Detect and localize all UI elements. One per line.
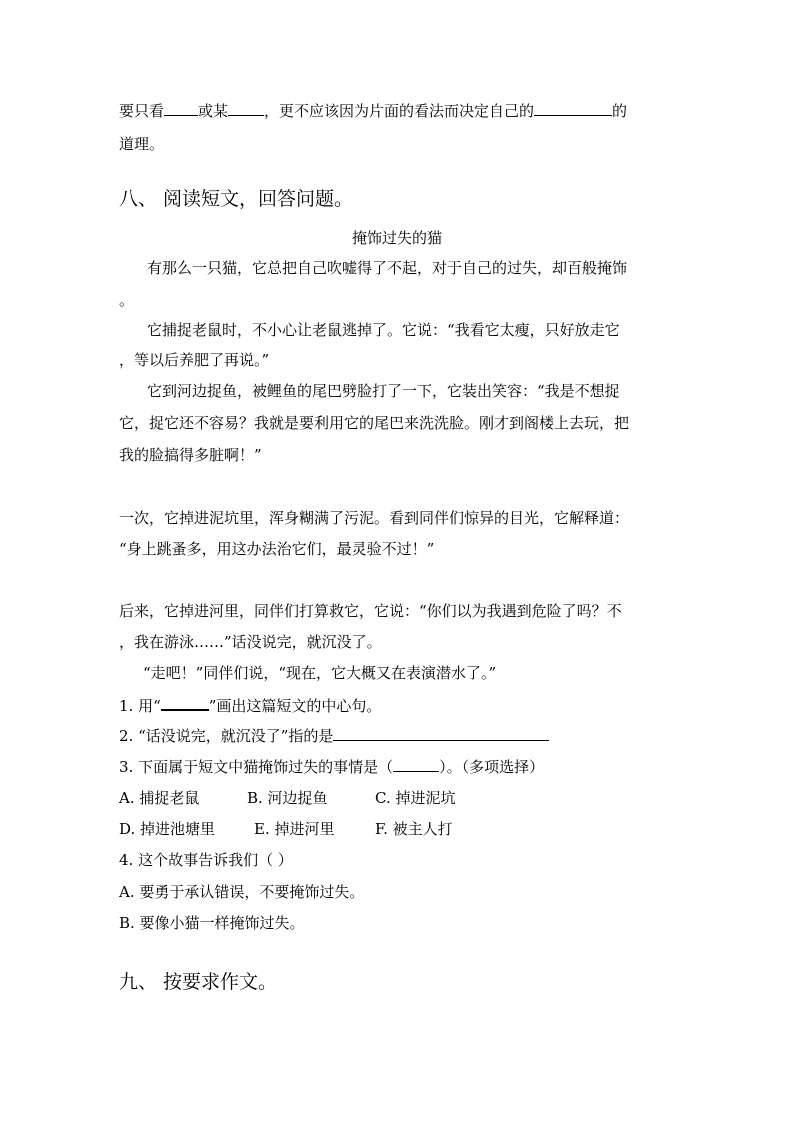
para-3c: 我的脸搞得多脏啊！” (119, 446, 262, 464)
para-5b: ，我在游泳……”话没说完，就沉没了。 (119, 633, 382, 651)
question-3-options-row-2 (119, 819, 453, 839)
text: 的 (612, 102, 628, 120)
intro-line-1 (119, 100, 627, 121)
blank-2 (228, 100, 264, 116)
question-4: 4. 这个故事告诉我们（ ） (119, 851, 293, 869)
text: ）。（多项选择） (439, 758, 545, 776)
option-d: D. 掉进池塘里 (119, 820, 216, 838)
para-4b: “身上跳蚤多，用这办法治它们，最灵验不过！” (119, 540, 435, 558)
section-9-heading: 九、 按要求作文。 (119, 971, 278, 993)
question-3-options-row-1 (119, 788, 455, 808)
section-8-heading: 八、 阅读短文，回答问题。 (119, 188, 354, 210)
para-4a: 一次，它掉进泥坑里，浑身糊满了污泥。看到同伴们惊异的目光，它解释道： (119, 509, 630, 527)
blank-1 (164, 100, 198, 116)
option-c: C. 掉进泥坑 (375, 789, 456, 807)
answer-line-blank (161, 694, 209, 711)
text: 或某 (198, 102, 229, 120)
para-2b: ，等以后养肥了再说。” (119, 351, 270, 369)
intro-line-2: 道理。 (119, 135, 165, 153)
text: ”画出这篇短文的中心句。 (208, 697, 382, 715)
question-2 (119, 725, 549, 746)
question-1 (119, 694, 381, 716)
option-f: F. 被主人打 (375, 820, 453, 838)
para-3a: 它到河边捉鱼，被鲤鱼的尾巴劈脸打了一下，它装出笑容：“我是不想捉 (147, 382, 620, 400)
text: 1. 用“ (119, 697, 161, 715)
option-a: A. 捕捉老鼠 (119, 789, 200, 807)
option-b: B. 河边捉鱼 (247, 789, 328, 807)
option-e: E. 掉进河里 (254, 820, 335, 838)
para-6: “走吧！”同伴们说，“现在，它大概又在表演潜水了。” (143, 664, 497, 682)
para-1b: 。 (119, 291, 135, 309)
question-3 (119, 756, 544, 777)
text: 3. 下面属于短文中猫掩饰过失的事情是（ (119, 758, 394, 776)
para-3b: 它，捉它还不容易？我就是要利用它的尾巴来洗洗脸。刚才到阁楼上去玩，把 (119, 414, 630, 432)
answer-blank (393, 756, 439, 772)
para-1a: 有那么一只猫，它总把自己吹嘘得了不起，对于自己的过失，却百般掩饰 (147, 259, 628, 277)
blank-3 (534, 100, 612, 116)
answer-blank (333, 725, 549, 741)
text: 2. “话没说完，就沉没了”指的是 (119, 727, 334, 745)
story-title: 掩饰过失的猫 (351, 229, 442, 247)
text: ，更不应该因为片面的看法而决定自己的 (264, 102, 535, 120)
question-4-option-b: B. 要像小猫一样掩饰过失。 (119, 914, 305, 932)
para-2a: 它捕捉老鼠时，不小心让老鼠逃掉了。它说：“我看它太瘦，只好放走它 (147, 321, 620, 339)
text: 要只看 (119, 102, 165, 120)
question-4-option-a: A. 要勇于承认错误，不要掩饰过失。 (119, 883, 365, 901)
para-5a: 后来，它掉进河里，同伴们打算救它，它说：“你们以为我遇到危险了吗？不 (119, 602, 622, 620)
